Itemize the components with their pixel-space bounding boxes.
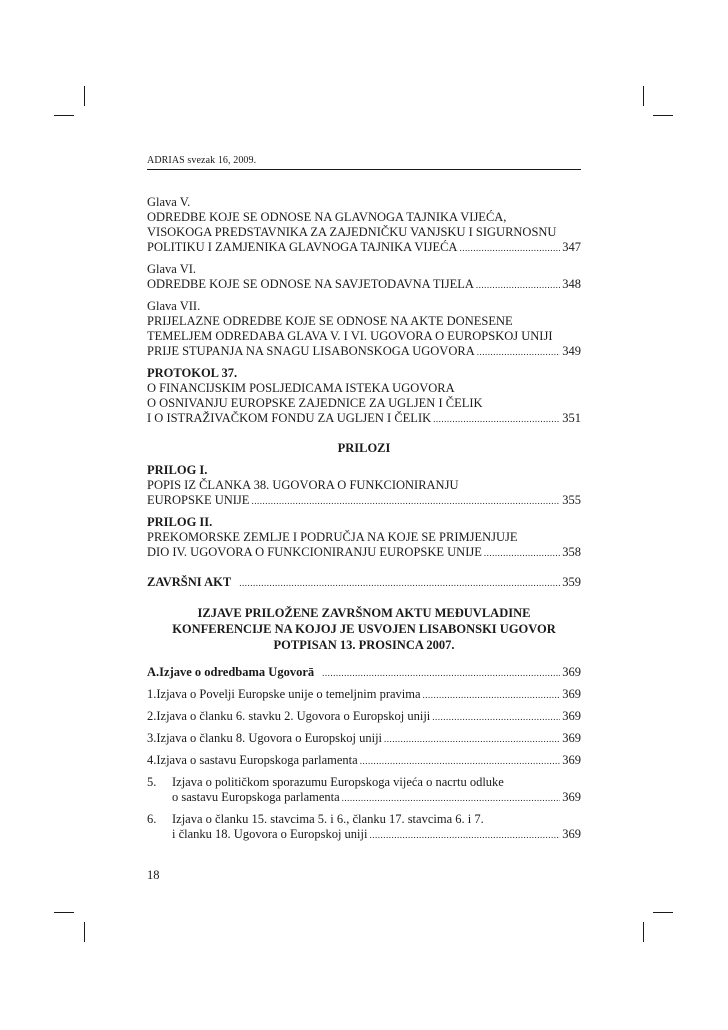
entry-line: PRIJE STUPANJA NA SNAGU LISABONSKOGA UGOVORA xyxy=(147,344,475,358)
entry-title: Izjave o odredbama Ugovorā xyxy=(159,665,315,679)
toc-entry-glava-vii xyxy=(147,299,581,359)
heading-line: POTPISAN 13. PROSINCA 2007. xyxy=(273,638,455,652)
entry-number: 2. xyxy=(147,709,157,723)
entry-title: Glava VI. xyxy=(147,262,197,276)
entry-text: o sastavu Europskoga parlamenta xyxy=(172,790,340,804)
entry-line: ODREDBE KOJE SE ODNOSE NA SAVJETODAVNA TIJELA xyxy=(147,277,474,291)
table-of-contents xyxy=(147,195,581,842)
entry-title: ZAVRŠNI AKT xyxy=(147,575,232,589)
crop-mark xyxy=(653,912,673,913)
entry-text: Izjava o članku 8. Ugovora o Europskoj uniji xyxy=(156,731,383,745)
entry-title: Glava VII. xyxy=(147,299,201,313)
toc-entry-prilog-i xyxy=(147,463,581,508)
page-ref: 355 xyxy=(562,493,581,507)
dot-leader xyxy=(477,345,561,360)
entry-line: POLITIKU I ZAMJENIKA GLAVNOGA TAJNIKA VIJEĆA xyxy=(147,240,458,254)
toc-entry-zavrsni-akt xyxy=(147,575,581,590)
entry-number: 3. xyxy=(147,731,157,745)
entry-line: POPIS IZ ČLANKA 38. UGOVORA O FUNKCIONIRANJU xyxy=(147,478,459,492)
entry-line: PRIJELAZNE ODREDBE KOJE SE ODNOSE NA AKTE DONESENE xyxy=(147,314,513,328)
page-ref: 369 xyxy=(562,665,581,679)
entry-title: PROTOKOL 37. xyxy=(147,366,238,380)
page-ref: 369 xyxy=(562,709,581,723)
entry-title: Glava V. xyxy=(147,195,191,209)
page-ref: 369 xyxy=(562,753,581,767)
toc-entry-prilog-ii xyxy=(147,515,581,560)
entry-text: i članku 18. Ugovora o Europskoj uniji xyxy=(172,827,368,841)
page-ref: 348 xyxy=(562,277,581,291)
entry-title: PRILOG II. xyxy=(147,515,213,529)
crop-mark xyxy=(84,86,85,106)
entry-line: O FINANCIJSKIM POSLJEDICAMA ISTEKA UGOVORA xyxy=(147,381,455,395)
heading-line: IZJAVE PRILOŽENE ZAVRŠNOM AKTU MEĐUVLADINE xyxy=(197,606,531,620)
toc-entry-item xyxy=(147,812,581,842)
toc-entry-section-a xyxy=(147,665,581,680)
toc-entry-item xyxy=(147,687,581,702)
dot-leader xyxy=(423,688,561,703)
toc-entry-protokol-37 xyxy=(147,366,581,426)
dot-leader xyxy=(476,278,560,293)
dot-leader xyxy=(484,546,560,561)
page-ref: 349 xyxy=(562,344,581,358)
dot-leader xyxy=(322,666,560,681)
dot-leader xyxy=(384,732,560,747)
crop-mark xyxy=(84,922,85,942)
entry-number: A. xyxy=(147,665,160,679)
page-ref: 359 xyxy=(562,575,581,589)
entry-text: Izjava o članku 15. stavcima 5. i 6., članku 17. stavcima 6. i 7. xyxy=(172,812,484,826)
dot-leader xyxy=(433,412,560,427)
entry-number: 5. xyxy=(147,775,157,789)
running-header: ADRIAS svezak 16, 2009. xyxy=(147,155,581,170)
crop-mark xyxy=(54,115,74,116)
toc-entry-item xyxy=(147,775,581,805)
crop-mark xyxy=(643,922,644,942)
dot-leader xyxy=(360,754,561,769)
entry-line: ODREDBE KOJE SE ODNOSE NA GLAVNOGA TAJNIKA VIJEĆA, xyxy=(147,210,507,224)
page-ref: 351 xyxy=(562,411,581,425)
toc-entry-glava-vi xyxy=(147,262,581,292)
entry-number: 6. xyxy=(147,812,157,826)
dot-leader xyxy=(432,710,560,725)
entry-number: 1. xyxy=(147,687,157,701)
page-ref: 358 xyxy=(562,545,581,559)
page-ref: 347 xyxy=(562,240,581,254)
section-heading-prilozi: PRILOZI xyxy=(337,441,391,455)
dot-leader xyxy=(251,494,560,509)
page-ref: 369 xyxy=(562,731,581,745)
page-number: 18 xyxy=(147,868,160,882)
entry-line: VISOKOGA PREDSTAVNIKA ZA ZAJEDNIČKU VANJSKU I SIGURNOSNU xyxy=(147,225,557,239)
entry-line: DIO IV. UGOVORA O FUNKCIONIRANJU EUROPSKE UNIJE xyxy=(147,545,482,559)
dot-leader xyxy=(369,828,560,843)
heading-line: KONFERENCIJE NA KOJOJ JE USVOJEN LISABONSKI UGOVOR xyxy=(172,622,556,636)
entry-line: O OSNIVANJU EUROPSKE ZAJEDNICE ZA UGLJEN I ČELIK xyxy=(147,396,483,410)
entry-text: Izjava o članku 6. stavku 2. Ugovora o Europskoj uniji xyxy=(156,709,431,723)
crop-mark xyxy=(54,912,74,913)
toc-entry-glava-v xyxy=(147,195,581,255)
entry-line: EUROPSKE UNIJE xyxy=(147,493,250,507)
toc-entry-item xyxy=(147,731,581,746)
page-ref: 369 xyxy=(562,827,581,841)
entry-text: Izjava o Povelji Europske unije o temeljnim pravima xyxy=(156,687,421,701)
dot-leader xyxy=(239,576,560,591)
entry-text: Izjava o sastavu Europskoga parlamenta xyxy=(156,753,358,767)
page-ref: 369 xyxy=(562,687,581,701)
entry-line: TEMELJEM ODREDABA GLAVA V. I VI. UGOVORA O EUROPSKOJ UNIJI xyxy=(147,329,553,343)
dot-leader xyxy=(342,791,561,806)
entry-number: 4. xyxy=(147,753,157,767)
page-ref: 369 xyxy=(562,790,581,804)
dot-leader xyxy=(459,241,560,256)
entry-title: PRILOG I. xyxy=(147,463,208,477)
toc-entry-item xyxy=(147,753,581,768)
section-heading-izjave xyxy=(147,605,581,653)
entry-line: I O ISTRAŽIVAČKOM FONDU ZA UGLJEN I ČELIK xyxy=(147,411,432,425)
entry-line: PREKOMORSKE ZEMLJE I PODRUČJA NA KOJE SE PRIMJENJUJE xyxy=(147,530,518,544)
crop-mark xyxy=(653,115,673,116)
crop-mark xyxy=(643,86,644,106)
entry-text: Izjava o političkom sporazumu Europskoga vijeća o nacrtu odluke xyxy=(172,775,504,789)
toc-entry-item xyxy=(147,709,581,724)
